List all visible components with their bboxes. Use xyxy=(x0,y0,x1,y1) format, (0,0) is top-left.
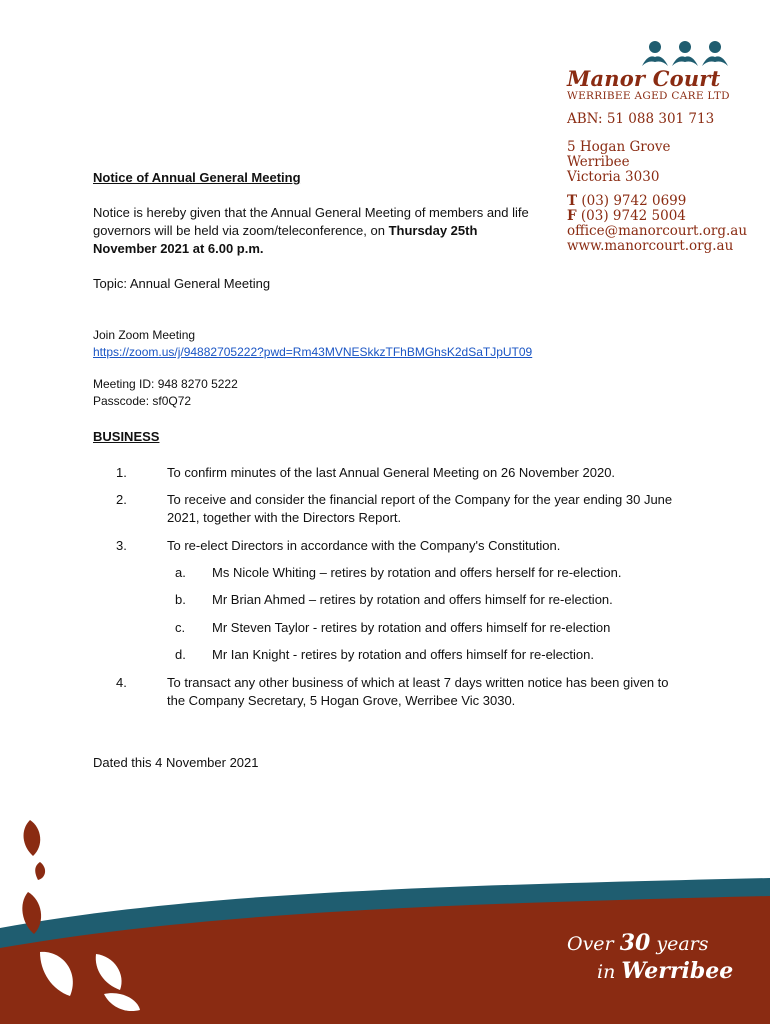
fax xyxy=(567,209,747,224)
fax-prefix: F xyxy=(567,208,577,224)
zoom-block xyxy=(93,327,532,361)
contact-details xyxy=(567,194,747,254)
fax-number: (03) 9742 5004 xyxy=(580,208,686,224)
item-number: 4. xyxy=(116,675,127,690)
meeting-credentials xyxy=(93,376,238,410)
notice-paragraph xyxy=(93,204,533,258)
phone xyxy=(567,194,747,209)
item-text: To confirm minutes of the last Annual General Meeting on 26 November 2020. xyxy=(167,465,616,480)
email: office@manorcourt.org.au xyxy=(567,223,748,239)
item-number: 3. xyxy=(116,538,127,553)
tag-number: 30 xyxy=(619,930,651,956)
meeting-id: Meeting ID: 948 8270 5222 xyxy=(93,377,238,391)
notice-datetime: Thursday 25th November 2021 at 6.00 p.m. xyxy=(93,223,478,256)
org-name: Manor Court xyxy=(567,66,721,91)
join-zoom-label: Join Zoom Meeting xyxy=(93,328,196,342)
tag-over: Over xyxy=(567,933,614,955)
tagline-line2 xyxy=(597,958,733,984)
subitem-letter: a. xyxy=(175,565,186,580)
subitem-text: Mr Steven Taylor - retires by rotation and offers himself for re-election xyxy=(212,620,611,635)
subitem-letter: b. xyxy=(175,592,186,607)
address-line: Victoria 3030 xyxy=(567,169,660,185)
address-line: Werribee xyxy=(567,154,630,170)
item-number: 2. xyxy=(116,492,127,507)
item-text: To transact any other business of which at least 7 days written notice has been given to the Company Secretary, 5 Hogan Grove, Werribee Vic 3030. xyxy=(167,675,669,708)
footer-graphic xyxy=(0,800,770,1024)
subitem-text: Ms Nicole Whiting – retires by rotation and offers herself for re-election. xyxy=(212,565,622,580)
zoom-link[interactable]: https://zoom.us/j/94882705222?pwd=Rm43MVNESkkzTFhBMGhsK2dSaTJpUT09 xyxy=(93,345,533,359)
subitem-text: Mr Brian Ahmed – retires by rotation and offers himself for re-election. xyxy=(212,592,613,607)
tag-years: years xyxy=(656,933,709,955)
item-text: To receive and consider the financial report of the Company for the year ending 30 June 2021, together with the Directors Report. xyxy=(167,492,673,525)
item-text: To re-elect Directors in accordance with the Company's Constitution. xyxy=(167,538,561,553)
address-line: 5 Hogan Grove xyxy=(567,139,671,155)
tag-place: Werribee xyxy=(621,958,734,984)
tagline-line1 xyxy=(567,930,709,956)
subitem-letter: c. xyxy=(175,620,186,635)
phone-prefix: T xyxy=(567,193,578,209)
business-heading: BUSINESS xyxy=(93,429,160,444)
address xyxy=(567,140,670,185)
topic: Topic: Annual General Meeting xyxy=(93,276,271,291)
website: www.manorcourt.org.au xyxy=(567,238,734,254)
org-subtitle: WERRIBEE AGED CARE LTD xyxy=(567,90,730,102)
leaf-red-icon xyxy=(22,820,45,934)
notice-text: Notice is hereby given that the Annual General Meeting of members and life governors will be held via zoom/teleconference, on xyxy=(93,205,529,238)
tag-in: in xyxy=(597,961,616,983)
subitem-letter: d. xyxy=(175,647,186,662)
passcode: Passcode: sf0Q72 xyxy=(93,394,192,408)
abn: ABN: 51 088 301 713 xyxy=(567,111,715,127)
item-number: 1. xyxy=(116,465,127,480)
notice-title: Notice of Annual General Meeting xyxy=(93,170,301,185)
dated-line: Dated this 4 November 2021 xyxy=(93,755,259,770)
phone-number: (03) 9742 0699 xyxy=(581,193,687,209)
subitem-text: Mr Ian Knight - retires by rotation and offers himself for re-election. xyxy=(212,647,594,662)
